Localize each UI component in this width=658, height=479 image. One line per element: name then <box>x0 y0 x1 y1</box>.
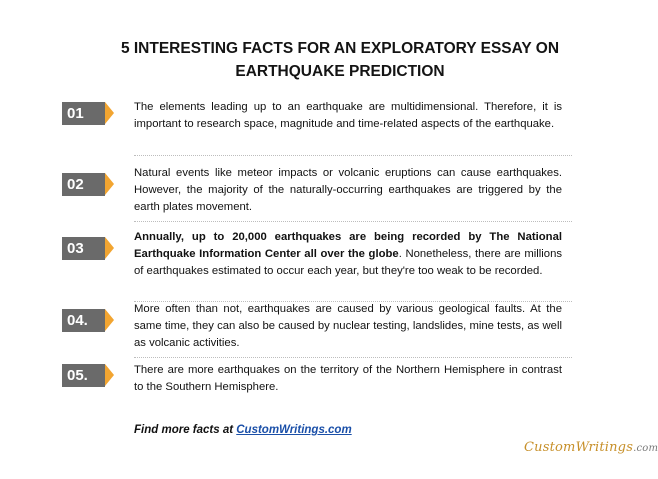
fact-body-text: Natural events like meteor impacts or volcanic eruptions can cause earthquakes. However, the majority of the naturally-occurring earthquakes are triggered by the earth plates movement. <box>134 167 562 213</box>
fact-text <box>134 165 562 216</box>
fact-body-text: There are more earthquakes on the territory of the Northern Hemisphere in contrast to the Southern Hemisphere. <box>134 364 562 393</box>
footer-prefix: Find more facts at <box>134 424 237 436</box>
fact-number-badge <box>62 364 105 387</box>
fact-number-badge <box>62 102 105 125</box>
fact-body-text: The elements leading up to an earthquake are multidimensional. Therefore, it is important to research space, magnitude and time-related aspects of the earthquake. <box>134 101 562 130</box>
fact-number: 02 <box>67 176 84 193</box>
logo-name: CustomWritings <box>524 440 634 455</box>
page-title <box>60 37 620 83</box>
divider <box>134 221 572 222</box>
fact-number: 03 <box>67 240 84 257</box>
fact-body-text: . Nonetheless, there are millions of earthquakes estimated to occur each year, but they're too weak to be recorded. <box>134 248 563 277</box>
fact-number: 01 <box>67 105 84 122</box>
fact-bold-text: Annually, up to 20,000 earthquakes are being recorded by The National Earthquake Information Center all over the globe <box>134 231 562 260</box>
logo-domain: .com <box>633 443 658 454</box>
fact-number-badge <box>62 173 105 196</box>
divider <box>134 155 572 156</box>
fact-number: 05. <box>67 367 88 384</box>
fact-body-text: More often than not, earthquakes are caused by various geological faults. At the same time, they can also be caused by nuclear testing, landslides, mine tests, as well as volcanic activities. <box>134 303 562 349</box>
fact-number-badge <box>62 309 105 332</box>
divider <box>134 357 572 358</box>
title-line-1: 5 INTERESTING FACTS FOR AN EXPLORATORY ESSAY ON <box>120 40 560 57</box>
fact-text <box>134 229 562 280</box>
title-line-2: EARTHQUAKE PREDICTION <box>235 63 445 80</box>
customwritings-link[interactable]: CustomWritings.com <box>236 424 352 436</box>
fact-text <box>134 362 562 396</box>
fact-text <box>134 99 562 133</box>
brand-logo <box>524 440 658 455</box>
footer-more-facts <box>134 424 352 436</box>
fact-number: 04. <box>67 312 88 329</box>
fact-text <box>134 301 562 352</box>
fact-number-badge <box>62 237 105 260</box>
